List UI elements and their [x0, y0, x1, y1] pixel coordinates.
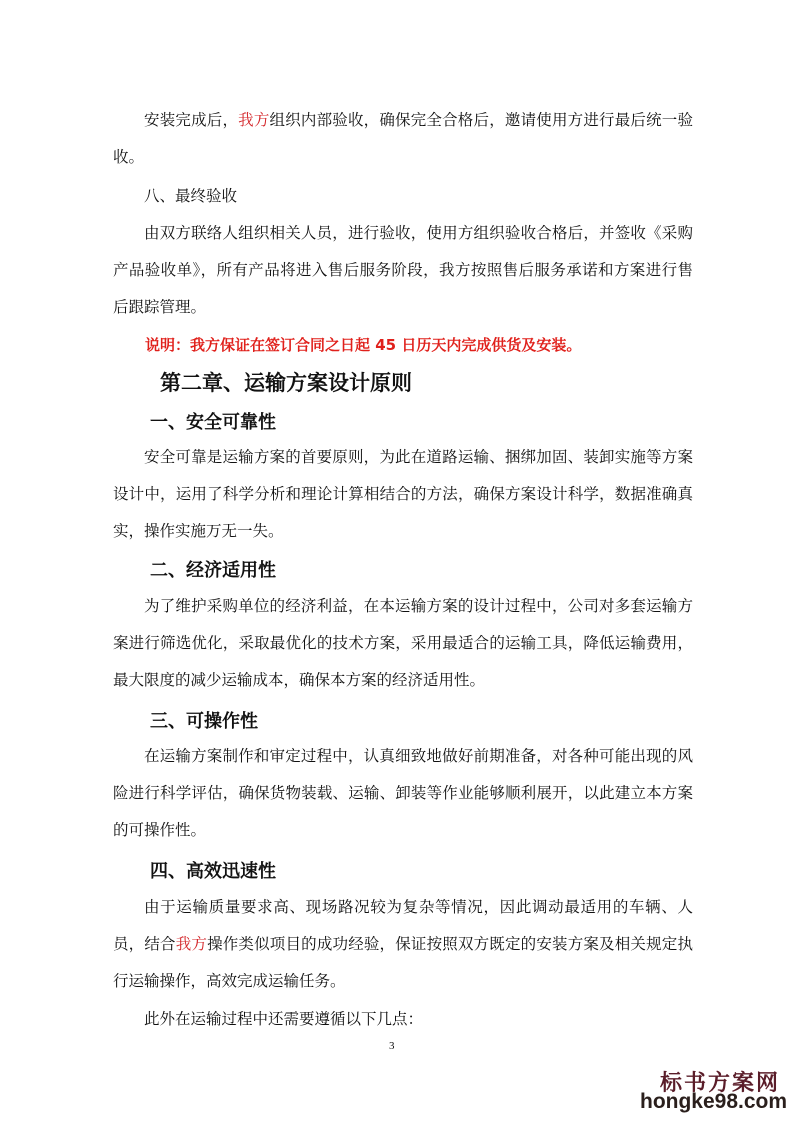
section-safety-text: 安全可靠是运输方案的首要原则，为此在道路运输、捆绑加固、装卸实施等方案设计中，运用了科学分析和理论计算相结合的方法，确保方案设计科学，数据准确真实，操作实施万无一失。 — [113, 448, 693, 540]
section-operability-title: 三、可操作性 — [150, 711, 258, 732]
closing-paragraph: 此外在运输过程中还需要遵循以下几点： — [144, 1010, 424, 1028]
section-economy-title: 二、经济适用性 — [150, 560, 276, 581]
section-safety-title: 一、安全可靠性 — [150, 412, 276, 433]
paragraph-acceptance-internal — [113, 102, 693, 176]
section-8-title: 八、最终验收 — [144, 187, 238, 205]
page-number: 3 — [389, 1040, 395, 1052]
section-efficiency-text — [113, 889, 693, 1000]
highlighted-text: 我方 — [238, 111, 270, 129]
watermark-logo-text: 标书方案网 — [660, 1070, 781, 1096]
section-efficiency-title: 四、高效迅速性 — [150, 861, 276, 882]
paragraph-final-acceptance: 由双方联络人组织相关人员，进行验收，使用方组织验收合格后，并签收《采购产品验收单》，所有产品将进入售后服务阶段，我方按照售后服务承诺和方案进行售后跟踪管理。 — [113, 224, 693, 316]
note-delivery-guarantee: 说明：我方保证在签订合同之日起 45 日历天内完成供货及安装。 — [145, 336, 582, 354]
watermark-url: hongke98.com — [640, 1090, 788, 1113]
paragraph-text: 组织内部验收，确保完全合格后，邀请使用方进行最后统一验收。 — [113, 111, 693, 166]
section-operability-text: 在运输方案制作和审定过程中，认真细致地做好前期准备，对各种可能出现的风险进行科学评估，确保货物装载、运输、卸装等作业能够顺利展开，以此建立本方案的可操作性。 — [113, 747, 693, 839]
section-economy-text: 为了维护采购单位的经济利益，在本运输方案的设计过程中，公司对多套运输方案进行筛选优化，采取最优化的技术方案，采用最适合的运输工具，降低运输费用，最大限度的减少运输成本，确保本方案的经济适用性。 — [113, 597, 693, 689]
highlighted-text: 我方 — [175, 935, 208, 953]
paragraph-text: 由于运输质量要求高、现场路况较为复杂等情况，因此调动最适用的车辆、人员，结合 — [113, 898, 693, 953]
paragraph-text: 操作类似项目的成功经验，保证按照双方既定的安装方案及相关规定执行运输操作，高效完成运输任务。 — [113, 935, 693, 990]
paragraph-text: 安装完成后， — [144, 111, 239, 129]
chapter-title: 第二章、运输方案设计原则 — [160, 371, 412, 395]
